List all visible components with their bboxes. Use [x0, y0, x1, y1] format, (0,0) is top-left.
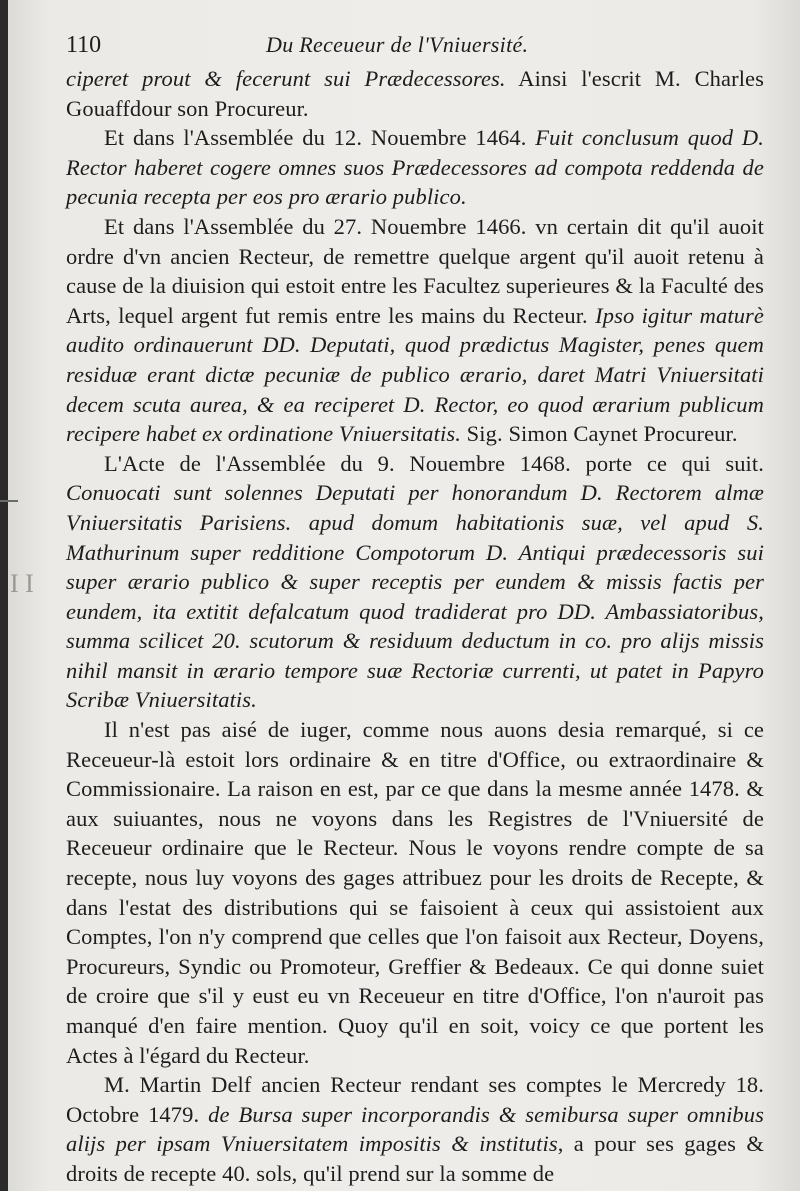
running-head	[66, 28, 764, 64]
text-run: M. Martin Delf ancien Recteur rendant ses comptes le Mercredy 18. Octobre 1479.	[66, 1072, 764, 1127]
text-run: L'Acte de l'Assemblée du 9. Nouembre 1468. porte ce qui suit.	[104, 450, 764, 476]
paragraph	[66, 212, 764, 449]
latin-quotation: Fuit conclusum quod D. Rector haberet cogere omnes suos Prædecessores ad compota reddenda de pecunia recepta per eos pro ærario publico.	[66, 125, 764, 210]
paragraph	[66, 1070, 764, 1188]
text-run: Et dans l'Assemblée du 27. Nouembre 1466. vn certain dit qu'il auoit ordre d'vn ancien Recteur, de remettre quelque argent qu'il auoit retenu à cause de la diuision qui estoit entre les Facultez superieures & la Faculté des Arts, lequel argent fut remis entre les mains du Recteur.	[66, 213, 764, 328]
margin-mark: I I	[10, 569, 34, 598]
latin-quotation: de Bursa super incorporandis & semibursa super omnibus alijs per ipsam Vniuersitatem impositis & institutis	[66, 1101, 764, 1157]
paragraph	[66, 715, 764, 1070]
paragraph	[66, 64, 764, 123]
text-run: Il n'est pas aisé de iuger, comme nous auons desia remarqué, si ce Receueur-là estoit lors ordinaire & en titre d'Office, ou extraordinaire & Commissionaire. La raison en est, par ce que dans la mesme année 1478. & aux suiuantes, nous ne voyons dans les Registres de l'Vniuersité de Receueur ordinaire que le Recteur. Nous le voyons rendre compte de sa recepte, nous luy voyons des gages attribuez pour les droits de Recepte, & dans l'estat des distributions qui se faisoient à ceux qui assistoient aux Comptes, l'on n'y comprend que celles que l'on faisoit aux Recteur, Doyens, Procureurs, Syndic ou Promoteur, Greffier & Bedeaux. Ce qui donne suiet de croire que s'il y eust eu vn Receueur en titre d'Office, l'on n'auroit pas manqué d'en faire mention. Quoy qu'il en soit, voicy ce que portent les Actes à l'égard du Recteur.	[66, 717, 764, 1068]
text-run: Et dans l'Assemblée du 12. Nouembre 1464.	[104, 125, 536, 151]
latin-quotation: ciperet prout & fecerunt sui Prædecessores.	[66, 66, 506, 91]
paragraph	[66, 123, 764, 212]
text-run: , a pour ses gages & droits de recepte 40. sols, qu'il prend sur la somme de	[66, 1131, 764, 1186]
text-run: Sig. Simon Caynet Procureur.	[460, 421, 738, 447]
text-run: Ainsi l'escrit M. Charles Gouaffdour son Procureur.	[66, 66, 764, 121]
latin-quotation: Ipso igitur maturè audito ordinauerunt DD. Deputati, quod prædictus Magister, penes quem residuæ erant dictæ pecuniæ de publico ærario, daret Matri Vniuersitati decem scuta aurea, & ea reciperet D. Rector, eo quod ærarium publicum recipere habet ex ordinatione Vniuersitatis.	[66, 302, 764, 447]
page-number: 110	[66, 32, 102, 58]
margin-rule	[0, 500, 18, 502]
running-title: Du Receueur de l'Vniuersité.	[266, 32, 529, 57]
latin-quotation: Conuocati sunt solennes Deputati per honorandum D. Rectorem almæ Vniuersitatis Parisiens. apud domum habitationis suæ, vel apud S. Mathurinum super redditione Compotorum D. Antiqui prædecessoris sui super ærario publico & super receptis per eundem & missis factis per eundem, ita extitit defalcatum quod tradiderat pro DD. Ambassiatoribus, summa scilicet 20. scutorum & residuum deductum in co. pro alijs missis nihil mansit in ærario tempore suæ Rectoriæ currenti, ut patet in Papyro Scribæ Vniuersitatis.	[66, 480, 764, 713]
body-text	[66, 64, 764, 1189]
paragraph	[66, 449, 764, 715]
